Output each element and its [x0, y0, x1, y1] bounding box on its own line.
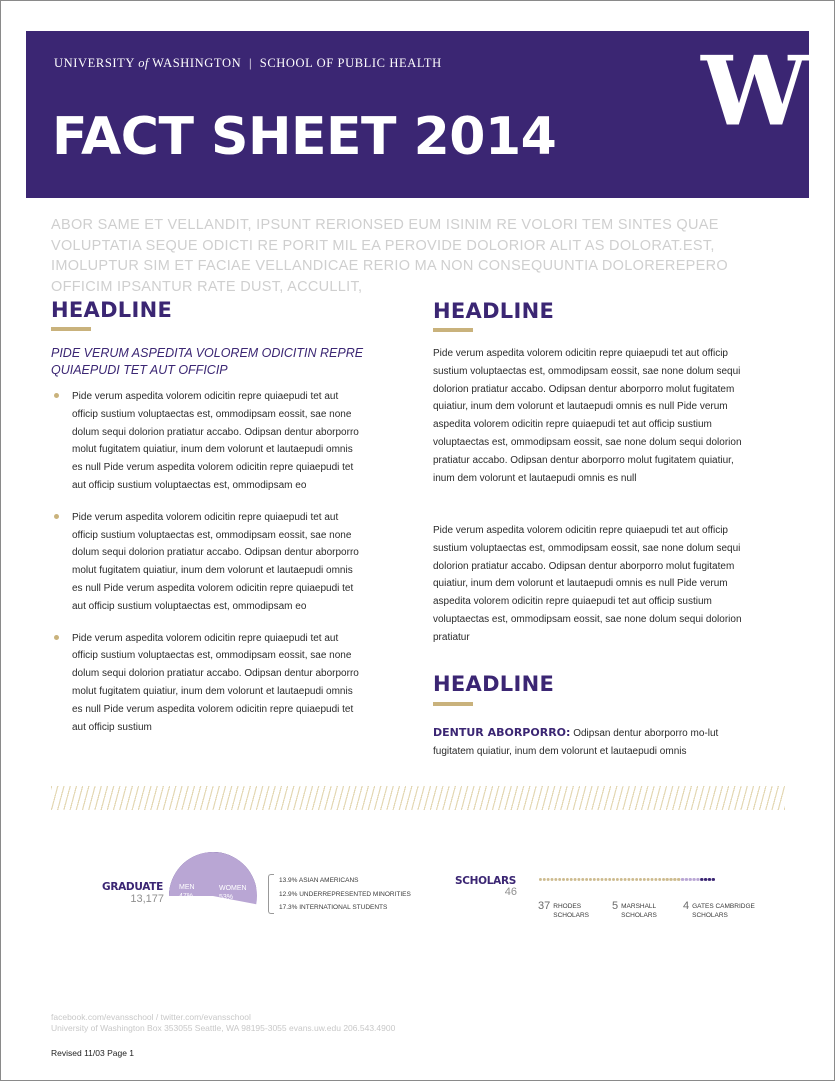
scholar-dot-rhodes: [547, 878, 550, 881]
men-pct: 47%: [179, 893, 194, 900]
list-item: [51, 509, 361, 616]
women-pct: 53%: [219, 894, 234, 901]
lead-text: Odipsan dentur aborporro mo-lut fugitatem quiatiur, inum dem volorunt et lautaepudi omnis: [433, 728, 719, 757]
bullet-text: Pide verum aspedita volorem odicitin repre quiaepudi tet aut officip sustium voluptaectas est, ommodipsam eossit, sae none dolum sequi dolorion pratiatur accabo. Odipsan dentur aborporro molut fugitatem quiatiur, inum dem volorunt et lautaepudi omnis es null Pide verum aspedita volorem odicitin repre quiaepudi tet aut officip sustium: [72, 632, 359, 733]
bullet-dot-icon: [54, 635, 59, 640]
bullet-list: [51, 388, 361, 750]
gates-count: 4: [683, 900, 690, 912]
scholars-label: SCHOLARS: [455, 875, 517, 887]
right-paragraph-2: Pide verum aspedita volorem odicitin repre quiaepudi tet aut officip sustium voluptaectas est, ommodipsam eossit, sae none dolum sequi dolorion pratiatur accabo. Odipsan dentur aborporro molut fugitatem quiatiur, inum dem volorunt et lautaepudi omnis es null Pide verum aspedita volorem odicitin repre quiaepudi tet aut officip sustium voluptaectas est, ommodipsam eossit, sae none dolum sequi dolorion pratiatur: [433, 525, 742, 643]
wordmark-university: UNIVERSITY: [54, 56, 135, 70]
women-label: WOMEN: [219, 885, 247, 892]
pie-label-women: [219, 884, 247, 902]
scholar-dot-rhodes: [558, 878, 561, 881]
scholar-dot-gates: [700, 878, 703, 881]
scholar-type-gates: [683, 900, 755, 920]
scholar-dot-rhodes: [677, 878, 680, 881]
right-headline-1: HEADLINE: [433, 299, 555, 323]
scholar-type-rhodes: [538, 900, 589, 920]
scholar-dot-rhodes: [539, 878, 542, 881]
scholar-dot-rhodes: [608, 878, 611, 881]
marshall-label: [621, 900, 657, 920]
university-wordmark: [54, 56, 442, 71]
scholar-dot-rhodes: [597, 878, 600, 881]
marshall-count: 5: [612, 900, 619, 912]
scholar-dot-rhodes: [577, 878, 580, 881]
men-label: MEN: [179, 884, 195, 891]
scholar-dot-rhodes: [616, 878, 619, 881]
scholar-dot-marshall: [685, 878, 688, 881]
footer-contact: [51, 1012, 395, 1034]
footer-address: University of Washington Box 353055 Seattle, WA 98195-3055 evans.uw.edu 206.543.4900: [51, 1023, 396, 1033]
rhodes-count: 37: [538, 900, 551, 912]
gates-line1: GATES CAMBRIDGE: [692, 903, 755, 910]
bullet-dot-icon: [54, 514, 59, 519]
demographics-brace: [268, 874, 274, 914]
scholar-dot-rhodes: [666, 878, 669, 881]
scholars-count: 46: [504, 886, 517, 898]
rhodes-label: [553, 900, 589, 920]
scholar-dot-rhodes: [600, 878, 603, 881]
scholar-dot-rhodes: [670, 878, 673, 881]
wordmark-of: of: [138, 56, 149, 70]
scholar-dot-rhodes: [631, 878, 634, 881]
scholar-dot-gates: [712, 878, 715, 881]
wordmark-washington: WASHINGTON: [152, 56, 242, 70]
marshall-line1: MARSHALL: [621, 903, 657, 910]
decorative-hatch-divider: [51, 786, 785, 810]
scholar-dot-rhodes: [647, 878, 650, 881]
rhodes-line2: SCHOLARS: [553, 912, 590, 919]
scholar-dot-rhodes: [639, 878, 642, 881]
scholar-dot-rhodes: [574, 878, 577, 881]
bullet-text: Pide verum aspedita volorem odicitin repre quiaepudi tet aut officip sustium voluptaectas est, ommodipsam eossit, sae none dolum sequi dolorion pratiatur accabo. Odipsan dentur aborporro molut fugitatem quiatiur, inum dem volorunt et lautaepudi omnis es null Pide verum aspedita volorem odicitin repre quiaepudi tet aut officip sustium voluptaectas est, ommodipsam eo: [72, 511, 359, 612]
scholar-dot-rhodes: [627, 878, 630, 881]
right-headline-1-rule: [433, 328, 473, 332]
scholar-dot-rhodes: [620, 878, 623, 881]
list-item: [51, 630, 361, 737]
left-headline: HEADLINE: [51, 298, 173, 322]
right-paragraph-1: Pide verum aspedita volorem odicitin repre quiaepudi tet aut officip sustium voluptaectas est, ommodipsam eossit, sae none dolum sequi dolorion pratiatur accabo. Odipsan dentur aborporro molut fugitatem quiatiur, inum dem volorunt et lautaepudi omnis es null Pide verum aspedita volorem odicitin repre quiaepudi tet aut officip sustium voluptaectas est, ommodipsam eossit, sae none dolum sequi dolorion pratiatur accabo. Odipsan dentur aborporro molut fugitatem quiatiur, inum dem volorunt et lautaepudi omnis es null: [433, 348, 742, 484]
scholar-dot-marshall: [696, 878, 699, 881]
scholar-dot-rhodes: [562, 878, 565, 881]
right-headline-2: HEADLINE: [433, 672, 555, 696]
scholar-type-marshall: [612, 900, 657, 920]
intro-paragraph: ABOR SAME ET VELLANDIT, IPSUNT RERIONSED EUM ISINIM RE VOLORI TEM SINTES QUAE VOLUPTATIA SEQUE ODICTI RE PORIT MIL EA PEROVIDE DOLORIOR ALIT AS DOLORAT.EST, IMOLUPTUR SIM ET FACIAE VELLANDICAE RERIO MA NON CONSEQUUNTIA DOLOREREPERO OFFICIM IPSANTUR RATE DUST, ACCULLIT,: [51, 217, 728, 295]
left-headline-rule: [51, 327, 91, 331]
graduate-label: GRADUATE: [102, 881, 163, 893]
bullet-text: Pide verum aspedita volorem odicitin repre quiaepudi tet aut officip sustium voluptaectas est, ommodipsam eossit, sae none dolum sequi dolorion pratiatur accabo. Odipsan dentur aborporro molut fugitatem quiatiur, inum dem volorunt et lautaepudi omnis es null Pide verum aspedita volorem odicitin repre quiaepudi tet aut officip sustium voluptaectas est, ommodipsam eo: [72, 391, 359, 491]
scholar-dot-rhodes: [566, 878, 569, 881]
scholar-dot-marshall: [693, 878, 696, 881]
gates-line2: SCHOLARS: [692, 912, 728, 919]
scholar-dot-rhodes: [654, 878, 657, 881]
scholar-dot-rhodes: [589, 878, 592, 881]
rhodes-line1: RHODES: [553, 903, 582, 910]
scholar-dot-rhodes: [662, 878, 665, 881]
scholar-dot-gates: [708, 878, 711, 881]
marshall-line2: SCHOLARS: [621, 912, 657, 919]
graduate-count: 13,177: [130, 893, 164, 905]
left-subhead: PIDE VERUM ASPEDITA VOLOREM ODICITIN REPRE QUIAEPUDI TET AUT OFFICIP: [51, 346, 364, 377]
footer-social-links: facebook.com/evansschool / twitter.com/evansschool: [51, 1012, 251, 1022]
school-name: SCHOOL OF PUBLIC HEALTH: [259, 56, 442, 70]
scholar-dot-marshall: [681, 878, 684, 881]
scholar-dot-rhodes: [643, 878, 646, 881]
scholar-dot-rhodes: [551, 878, 554, 881]
scholar-dot-rhodes: [581, 878, 584, 881]
scholar-dot-rhodes: [650, 878, 653, 881]
demographic-item: 17.3% INTERNATIONAL STUDENTS: [279, 904, 388, 911]
scholar-dot-rhodes: [658, 878, 661, 881]
scholar-dot-rhodes: [612, 878, 615, 881]
uw-w-logo-icon: [700, 51, 809, 133]
revision-page-info: Revised 11/03 Page 1: [51, 1048, 135, 1058]
header-banner: [26, 31, 809, 198]
scholar-dot-rhodes: [673, 878, 676, 881]
scholar-dot-rhodes: [593, 878, 596, 881]
scholar-dot-rhodes: [635, 878, 638, 881]
pie-label-men: [179, 883, 195, 901]
lead-label: DENTUR ABORPORRO:: [433, 726, 571, 739]
bullet-dot-icon: [54, 393, 59, 398]
demographic-item: 12.9% UNDERREPRESENTED MINORITIES: [279, 890, 411, 898]
right-lead-paragraph: [433, 724, 748, 761]
demographics-list: [279, 874, 411, 915]
right-headline-2-rule: [433, 702, 473, 706]
scholar-dot-rhodes: [570, 878, 573, 881]
scholar-dot-rhodes: [543, 878, 546, 881]
gates-label: [692, 900, 755, 920]
scholars-dot-row: [539, 878, 715, 881]
list-item: [51, 388, 361, 495]
wordmark-separator: |: [248, 56, 253, 70]
scholar-dot-rhodes: [585, 878, 588, 881]
scholar-dot-rhodes: [623, 878, 626, 881]
scholar-dot-rhodes: [554, 878, 557, 881]
scholar-dot-marshall: [689, 878, 692, 881]
demographic-item: 13.9% ASIAN AMERICANS: [279, 877, 359, 884]
page-title: FACT SHEET 2014: [52, 107, 557, 167]
scholar-dot-gates: [704, 878, 707, 881]
scholar-dot-rhodes: [604, 878, 607, 881]
logo-letter: W: [701, 51, 808, 133]
